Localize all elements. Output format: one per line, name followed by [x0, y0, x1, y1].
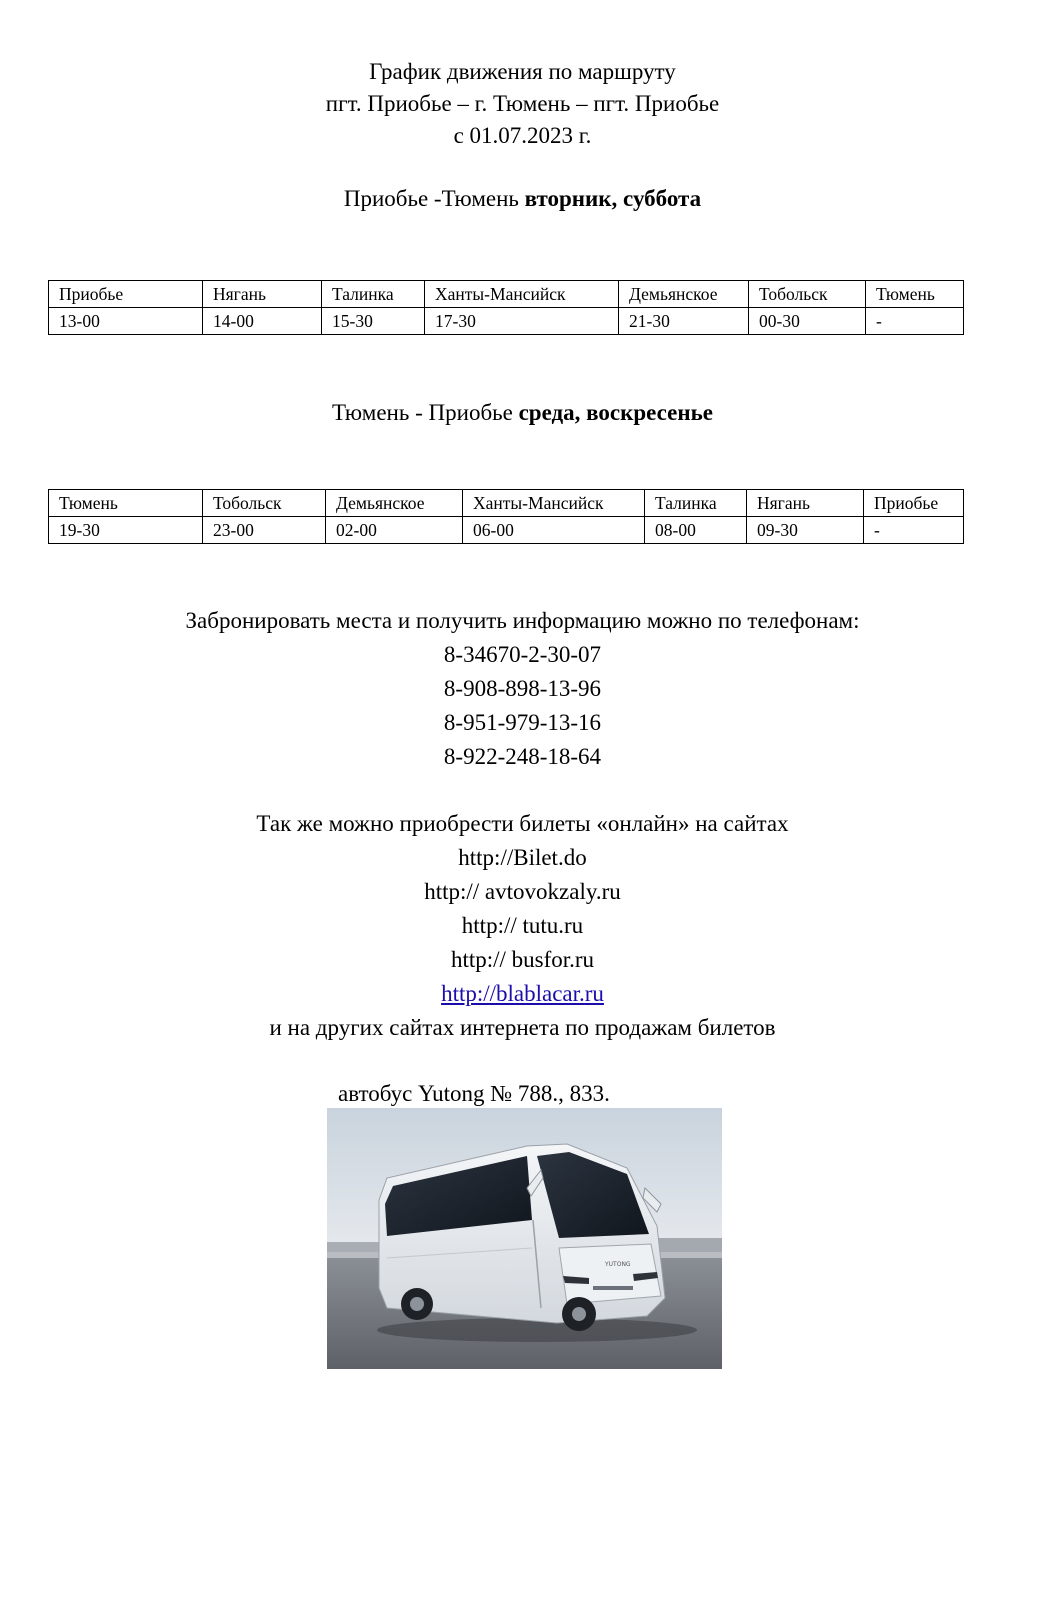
bus-brand-badge: YUTONG [605, 1261, 631, 1268]
bus-caption: автобус Yutong № 788., 833. [338, 1081, 610, 1106]
schedule2-route: Тюмень - Приобье [332, 400, 519, 425]
phone-number: 8-922-248-18-64 [443, 744, 602, 769]
blablacar-link-row [0, 978, 1045, 1010]
schedule1-stop: Демьянское [619, 281, 749, 308]
online-outro: и на других сайтах интернета по продажам билетов [269, 1015, 776, 1040]
site-link: http://Bilet.do [458, 845, 587, 870]
schedule2-time: 09-30 [747, 517, 864, 544]
phone-number: 8-951-979-13-16 [443, 710, 602, 735]
schedule2-time: 23-00 [203, 517, 326, 544]
schedule2-stop: Тюмень [49, 490, 203, 517]
bus-illustration [327, 1108, 722, 1369]
schedule1-stop: Нягань [203, 281, 322, 308]
schedule2-time: - [864, 517, 964, 544]
schedule1-time: 21-30 [619, 308, 749, 335]
schedule2-time: 06-00 [463, 517, 645, 544]
schedule1-table [48, 280, 964, 335]
schedule1-times-row [49, 308, 964, 335]
doc-title-line2: пгт. Приобье – г. Тюмень – пгт. Приобье [325, 91, 720, 116]
doc-title-line1: График движения по маршруту [369, 59, 676, 84]
online-intro: Так же можно приобрести билеты «онлайн» на сайтах [256, 811, 789, 836]
schedule1-stop: Тюмень [866, 281, 964, 308]
schedule1-title [0, 184, 1045, 214]
schedule2-time: 08-00 [645, 517, 747, 544]
schedule2-times-row [49, 517, 964, 544]
schedule1-stop: Приобье [49, 281, 203, 308]
blablacar-link[interactable]: http://blablacar.ru [441, 981, 604, 1006]
booking-intro: Забронировать места и получить информацию можно по телефонам: [185, 608, 860, 633]
phone-number: 8-34670-2-30-07 [443, 642, 602, 667]
site-link: http:// busfor.ru [450, 947, 595, 972]
schedule1-time: 15-30 [322, 308, 425, 335]
schedule2-table [48, 489, 964, 544]
schedule2-title [0, 398, 1045, 428]
schedule1-time: 17-30 [425, 308, 619, 335]
schedule2-stop: Ханты-Мансийск [463, 490, 645, 517]
schedule1-time: - [866, 308, 964, 335]
schedule2-stop: Талинка [645, 490, 747, 517]
schedule2-stop: Нягань [747, 490, 864, 517]
site-link: http:// avtovokzaly.ru [424, 879, 621, 904]
schedule1-stop: Талинка [322, 281, 425, 308]
schedule1-route: Приобье -Тюмень [343, 186, 525, 211]
schedule2-days: среда, воскресенье [518, 400, 713, 425]
schedule1-time: 13-00 [49, 308, 203, 335]
schedule2-stop: Тобольск [203, 490, 326, 517]
bus-photo [327, 1108, 722, 1369]
doc-title-line3: с 01.07.2023 г. [453, 123, 592, 148]
schedule1-days: вторник, суббота [524, 186, 702, 211]
schedule1-time: 14-00 [203, 308, 322, 335]
schedule2-time: 02-00 [326, 517, 463, 544]
schedule2-stops-row [49, 490, 964, 517]
schedule1-time: 00-30 [749, 308, 866, 335]
schedule1-stop: Ханты-Мансийск [425, 281, 619, 308]
site-link: http:// tutu.ru [461, 913, 584, 938]
schedule2-time: 19-30 [49, 517, 203, 544]
schedule1-stops-row [49, 281, 964, 308]
schedule2-stop: Приобье [864, 490, 964, 517]
phone-number: 8-908-898-13-96 [443, 676, 602, 701]
schedule2-stop: Демьянское [326, 490, 463, 517]
schedule1-stop: Тобольск [749, 281, 866, 308]
